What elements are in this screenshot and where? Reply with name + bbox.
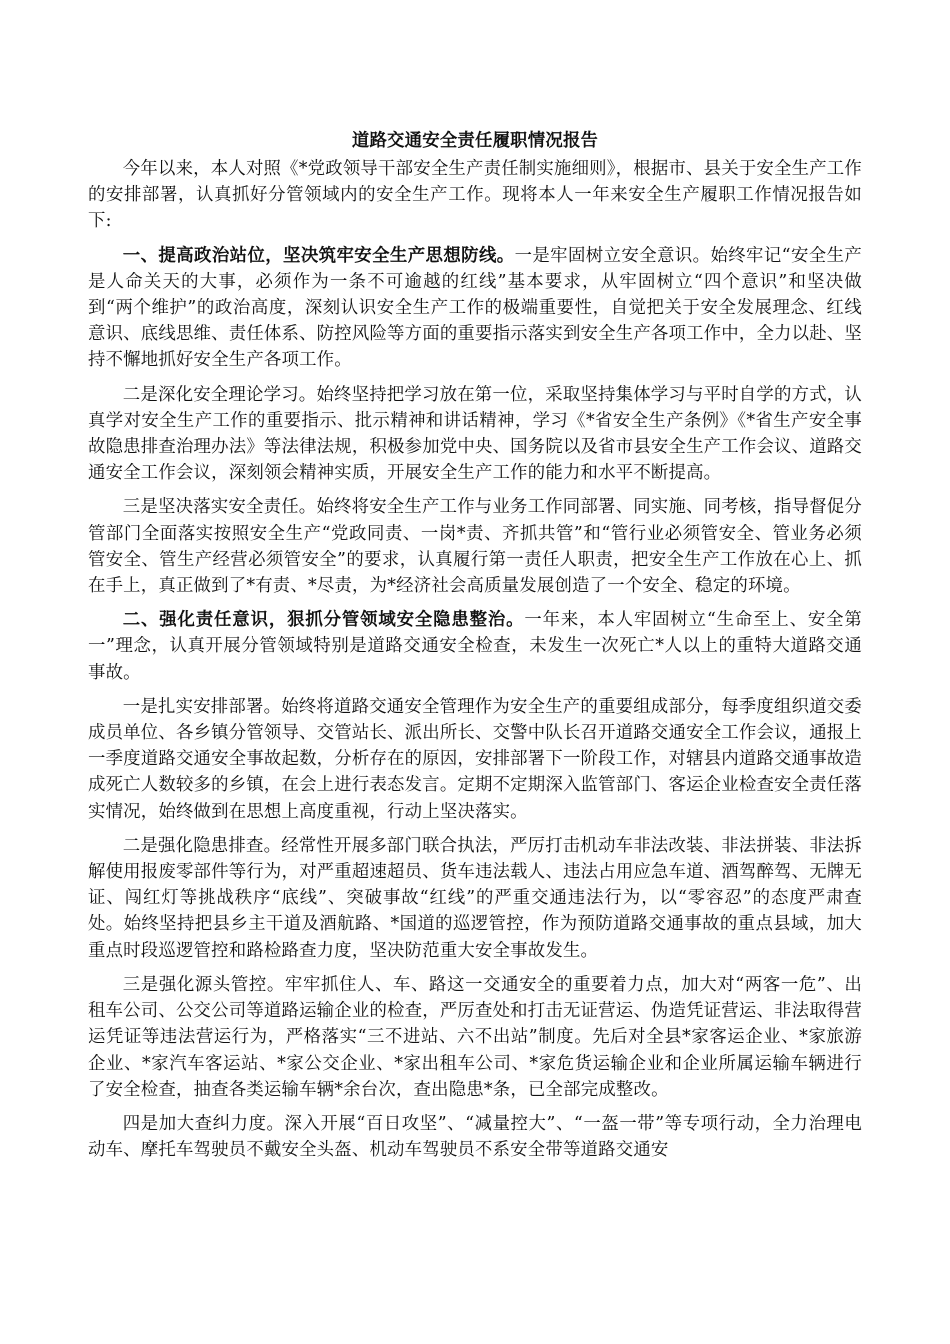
section-heading: 二、强化责任意识，狠抓分管领域安全隐患整治。	[122, 610, 525, 631]
section-2-paragraph	[88, 607, 862, 686]
document-title: 道路交通安全责任履职情况报告	[351, 131, 599, 151]
section-2-item-2-paragraph	[88, 833, 862, 964]
section-1-item-3-paragraph	[88, 494, 862, 599]
paragraph-text: 今年以来，本人对照《*党政领导干部安全生产责任制实施细则》，根据市、县关于安全生产工作的安排部署，认真抓好分管领域内的安全生产工作。现将本人一年来安全生产履职工作情况报告如下:	[88, 159, 862, 232]
section-1-item-2-paragraph	[88, 382, 862, 487]
intro-paragraph	[88, 156, 862, 235]
paragraph-text: 四是加大查纠力度。深入开展“百日攻坚”、“减量控大”、“一盔一带”等专项行动，全力治理电动车、摩托车驾驶员不戴安全头盔、机动车驾驶员不系安全带等道路交通安	[88, 1113, 862, 1161]
section-heading: 一、提高政治站位，坚决筑牢安全生产思想防线。	[122, 245, 515, 266]
paragraph-text: 二是强化隐患排查。经常性开展多部门联合执法，严厉打击机动车非法改装、非法拼装、非法拆解使用报废零部件等行为，对严重超速超员、货车违法载人、违法占用应急车道、酒驾醉驾、无牌无证、闯红灯等挑战秩序“底线”、突破事故“红线”的严重交通违法行为，以“零容忍”的态度严肃查处。始终坚持把县乡主干道及酒航路、*国道的巡逻管控，作为预防道路交通事故的重点县域，加大重点时段巡逻管控和路检路查力度，坚决防范重大安全事故发生。	[88, 835, 862, 961]
paragraph-text: 二是深化安全理论学习。始终坚持把学习放在第一位，采取坚持集体学习与平时自学的方式，认真学对安全生产工作的重要指示、批示精神和讲话精神，学习《*省安全生产条例》《*省生产安全事故隐患排查治理办法》等法律法规，积极参加党中央、国务院以及省市县安全生产工作会议、道路交通安全工作会议，深刻领会精神实质，开展安全生产工作的能力和水平不断提高。	[88, 384, 862, 484]
section-2-item-1-paragraph	[88, 694, 862, 825]
section-1-paragraph	[88, 243, 862, 374]
paragraph-text: 一是牢固树立安全意识。始终牢记“安全生产是人命关天的大事，必须作为一条不可逾越的红线”基本要求，从牢固树立“四个意识”和坚决做到“两个维护”的政治高度，深刻认识安全生产工作的极端重要性，自觉把关于安全发展理念、红线意识、底线思维、责任体系、防控风险等方面的重要指示落实到安全生产各项工作中，全力以赴、坚持不懈地抓好安全生产各项工作。	[88, 245, 862, 371]
document-page	[88, 126, 862, 1171]
paragraph-text: 三是坚决落实安全责任。始终将安全生产工作与业务工作同部署、同实施、同考核，指导督促分管部门全面落实按照安全生产“党政同责、一岗*责、齐抓共管”和“管行业必须管安全、管业务必须管安全、管生产经营必须管安全”的要求，认真履行第一责任人职责，把安全生产工作放在心上、抓在手上，真正做到了*有责、*尽责，为*经济社会高质量发展创造了一个安全、稳定的环境。	[88, 497, 862, 597]
paragraph-text: 三是强化源头管控。牢牢抓住人、车、路这一交通安全的重要着力点，加大对“两客一危”、出租车公司、公交公司等道路运输企业的检查，严厉查处和打击无证营运、伪造凭证营运、非法取得营运凭证等违法营运行为，严格落实“三不进站、六不出站”制度。先后对全县*家客运企业、*家旅游企业、*家汽车客运站、*家公交企业、*家出租车公司、*家危货运输企业和企业所属运输车辆进行了安全检查，抽查各类运输车辆*余台次，查出隐患*条，已全部完成整改。	[88, 974, 862, 1100]
paragraph-text: 一是扎实安排部署。始终将道路交通安全管理作为安全生产的重要组成部分，每季度组织道交委成员单位、各乡镇分管领导、交管站长、派出所长、交警中队长召开道路交通安全工作会议，通报上一季度道路交通安全事故起数，分析存在的原因，安排部署下一阶段工作，对辖县内道路交通事故造成死亡人数较多的乡镇，在会上进行表态发言。定期不定期深入监管部门、客运企业检查安全责任落实情况，始终做到在思想上高度重视，行动上坚决落实。	[88, 696, 862, 822]
paragraph-text: 一年来，本人牢固树立“生命至上、安全第一”理念，认真开展分管领域特别是道路交通安全检查，未发生一次死亡*人以上的重特大道路交通事故。	[88, 610, 862, 683]
section-2-item-3-paragraph	[88, 972, 862, 1103]
section-2-item-4-paragraph	[88, 1111, 862, 1163]
